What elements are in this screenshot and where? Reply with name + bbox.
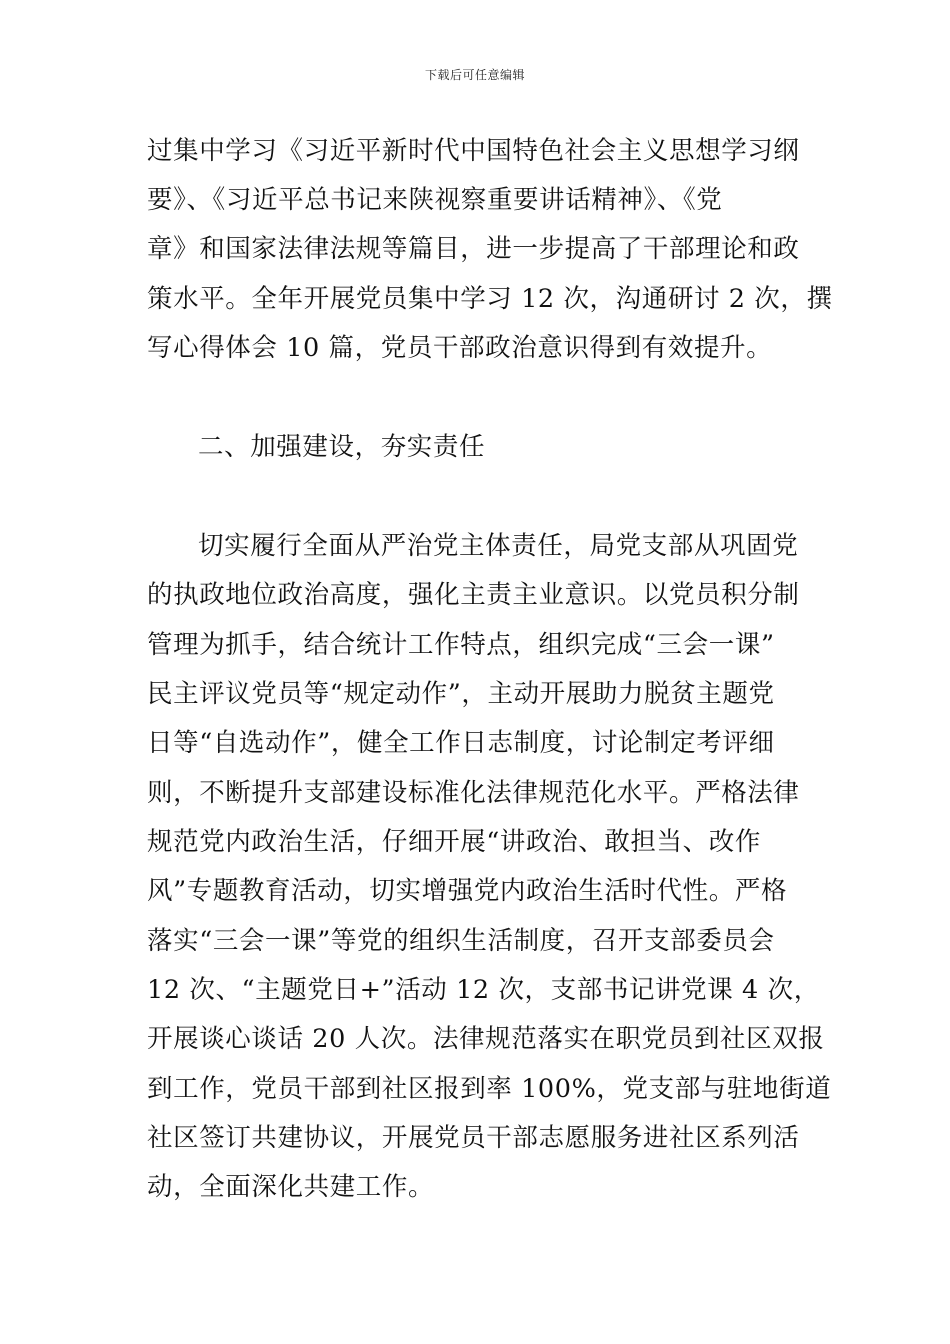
- paragraph-2-line: 切实履行全面从严治党主体责任，局党支部从巩固党: [198, 531, 799, 561]
- paragraph-1-line: 写心得体会 10 篇，党员干部政治意识得到有效提升。: [147, 333, 773, 363]
- paragraph-2-line: 的执政地位政治高度，强化主责主业意识。以党员积分制: [147, 580, 800, 610]
- paragraph-2-line: 开展谈心谈话 20 人次。法律规范落实在职党员到社区双报: [147, 1024, 825, 1054]
- section-heading: 二、加强建设，夯实责任: [198, 432, 486, 462]
- paragraph-1-line: 要》、《习近平总书记来陕视察重要讲话精神》、《党: [147, 185, 723, 215]
- paragraph-2-line: 民主评议党员等“规定动作”，主动开展助力脱贫主题党: [147, 679, 775, 709]
- paragraph-2-line: 动，全面深化共建工作。: [147, 1172, 435, 1202]
- paragraph-2-line: 风”专题教育活动，切实增强党内政治生活时代性。严格: [147, 876, 788, 906]
- paragraph-2-line: 日等“自选动作”，健全工作日志制度，讨论制定考评细: [147, 728, 775, 758]
- paragraph-2-line: 社区签订共建协议，开展党员干部志愿服务进社区系列活: [147, 1123, 800, 1153]
- paragraph-2-line: 规范党内政治生活，仔细开展“讲政治、敢担当、改作: [147, 827, 761, 857]
- paragraph-2-line: 12 次、“主题党日+”活动 12 次，支部书记讲党课 4 次，: [147, 975, 820, 1005]
- paragraph-1-line: 章》和国家法律法规等篇目，进一步提高了干部理论和政: [147, 234, 800, 264]
- paragraph-1-line: 策水平。全年开展党员集中学习 12 次，沟通研讨 2 次，撰: [147, 284, 833, 314]
- paragraph-2-line: 到工作，党员干部到社区报到率 100%，党支部与驻地街道: [147, 1074, 832, 1104]
- paragraph-2-line: 落实“三会一课”等党的组织生活制度，召开支部委员会: [147, 926, 775, 956]
- paragraph-2-line: 管理为抓手，结合统计工作特点，组织完成“三会一课”: [147, 630, 775, 660]
- paragraph-1-line: 过集中学习《习近平新时代中国特色社会主义思想学习纲: [147, 136, 800, 166]
- paragraph-2-line: 则，不断提升支部建设标准化法律规范化水平。严格法律: [147, 778, 800, 808]
- page-header-note: 下载后可任意编辑: [424, 68, 525, 82]
